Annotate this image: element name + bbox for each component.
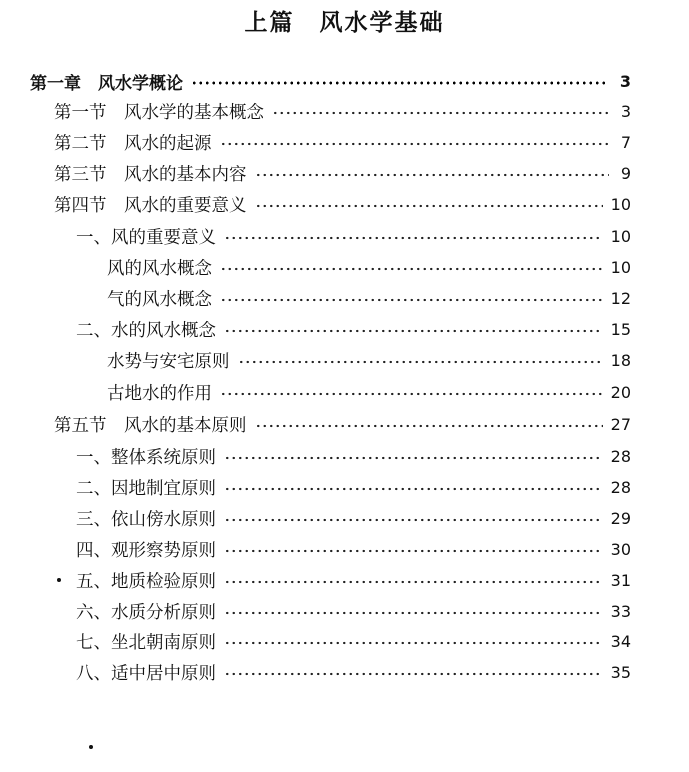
toc-entry-label: 二、水的风水概念 [76, 320, 216, 341]
toc-page-number: 9 [620, 163, 631, 183]
dot-leader [255, 173, 610, 177]
toc-page-number: 30 [610, 539, 631, 559]
toc-page-number: 31 [610, 570, 631, 590]
scan-speck [89, 745, 93, 749]
toc-entry[interactable] [54, 159, 631, 187]
toc-entry[interactable] [76, 473, 631, 501]
dot-leader [224, 580, 603, 584]
toc-page-number: 29 [610, 508, 631, 528]
toc-entry-label: 六、水质分析原则 [76, 602, 216, 623]
toc-entry-label: 八、适中居中原则 [76, 663, 216, 684]
toc-entry-label: 古地水的作用 [107, 383, 212, 404]
toc-entry-label: 四、观形察势原则 [76, 540, 216, 561]
toc-page-number: 10 [610, 257, 631, 277]
dot-leader [272, 111, 609, 115]
toc-chapter-label: 第一章 风水学概论 [30, 73, 183, 94]
toc-entry-label: 第四节 风水的重要意义 [54, 195, 247, 216]
dot-leader [224, 487, 603, 491]
dot-leader [220, 267, 603, 271]
dot-leader [220, 142, 610, 146]
dot-leader [224, 329, 603, 333]
dot-leader [224, 456, 603, 460]
toc-entry[interactable] [76, 504, 631, 532]
toc-page-number: 28 [610, 477, 631, 497]
page-title: 上篇 风水学基础 [244, 10, 445, 36]
toc-page-number: 33 [610, 601, 631, 621]
toc-entry[interactable] [54, 97, 631, 125]
dot-leader [255, 204, 603, 208]
toc-entry[interactable] [76, 315, 631, 343]
toc-entry-label: 第五节 风水的基本原则 [54, 415, 247, 436]
toc-entry[interactable] [76, 222, 631, 250]
toc-page-number: 34 [610, 631, 631, 651]
toc-entry[interactable] [76, 597, 631, 625]
toc-chapter-1[interactable] [30, 67, 631, 95]
toc-entry[interactable] [76, 658, 631, 686]
dot-leader [220, 298, 603, 302]
toc-page-number: 35 [610, 662, 631, 682]
dot-leader [220, 392, 603, 396]
dot-leader [224, 672, 603, 676]
dot-leader [191, 81, 609, 85]
toc-entry-label: 一、风的重要意义 [76, 227, 216, 248]
toc-page-number: 7 [620, 132, 631, 152]
toc-page-number: 28 [610, 446, 631, 466]
toc-entry-label: 三、依山傍水原则 [76, 509, 216, 530]
toc-page-number: 10 [610, 194, 631, 214]
toc-entry[interactable] [76, 535, 631, 563]
toc-page-number: 10 [610, 226, 631, 246]
dot-leader [224, 641, 603, 645]
dot-leader [238, 360, 603, 364]
dot-leader [255, 424, 603, 428]
toc-page-number: 27 [610, 414, 631, 434]
toc-entry[interactable] [76, 442, 631, 470]
toc-entry-label: 第二节 风水的起源 [54, 133, 212, 154]
toc-entry[interactable] [54, 410, 631, 438]
toc-entry-label: 七、坐北朝南原则 [76, 632, 216, 653]
toc-entry-label: 一、整体系统原则 [76, 447, 216, 468]
toc-page-number: 20 [610, 382, 631, 402]
toc-entry-label: 第一节 风水学的基本概念 [54, 102, 264, 123]
toc-entry[interactable] [76, 627, 631, 655]
toc-entry-label: 气的风水概念 [107, 289, 212, 310]
toc-entry-label: 二、因地制宜原则 [76, 478, 216, 499]
toc-page-number: 15 [610, 319, 631, 339]
toc-page-number: 3 [620, 101, 631, 121]
toc-entry[interactable] [54, 128, 631, 156]
toc-entry[interactable] [107, 346, 631, 374]
toc-page-number: 12 [610, 288, 631, 308]
scan-speck [57, 578, 61, 582]
toc-entry[interactable] [76, 566, 631, 594]
toc-entry-label: 风的风水概念 [107, 258, 212, 279]
toc-entry[interactable] [54, 190, 631, 218]
toc-entry-label: 五、地质检验原则 [76, 571, 216, 592]
toc-page-number: 3 [619, 71, 631, 91]
dot-leader [224, 236, 603, 240]
dot-leader [224, 518, 603, 522]
toc-page-number: 18 [610, 350, 631, 370]
toc-entry-label: 第三节 风水的基本内容 [54, 164, 247, 185]
dot-leader [224, 611, 603, 615]
toc-entry[interactable] [107, 253, 631, 281]
toc-entry[interactable] [107, 378, 631, 406]
toc-entry-label: 水势与安宅原则 [107, 351, 230, 372]
dot-leader [224, 549, 603, 553]
toc-entry[interactable] [107, 284, 631, 312]
